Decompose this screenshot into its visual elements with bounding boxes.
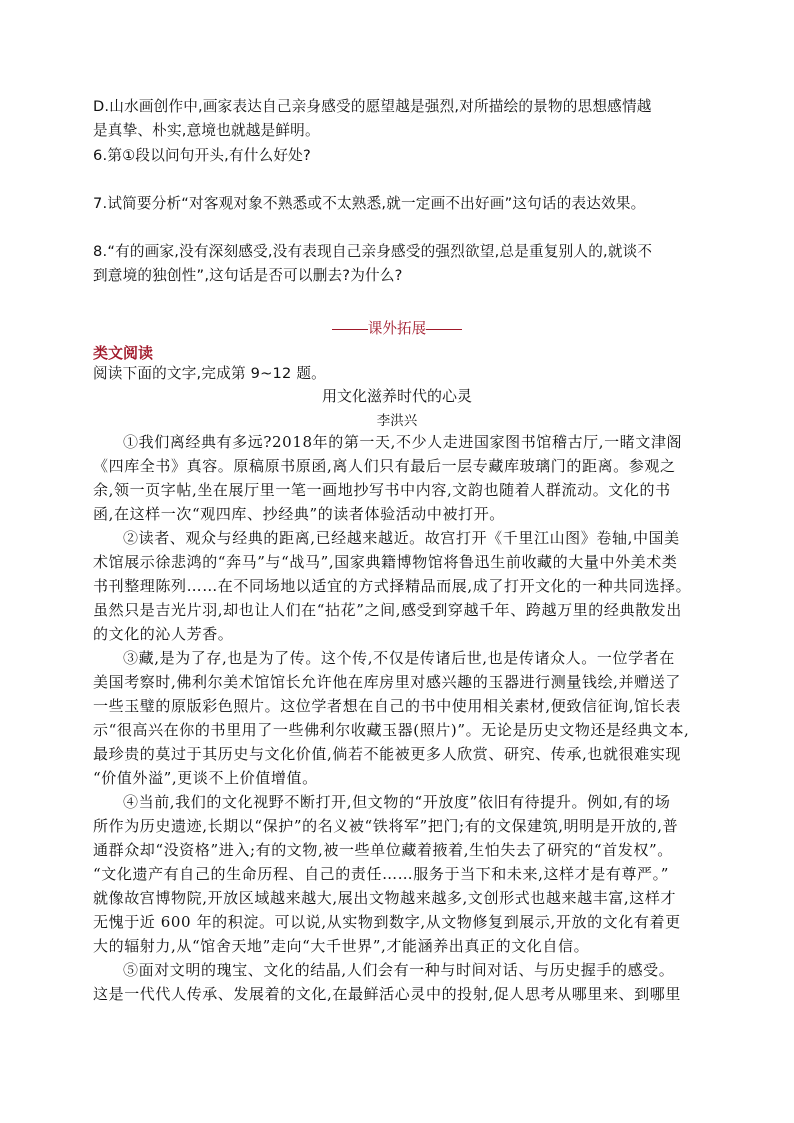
question-8-line-1: 8.“有的画家,没有深刻感受,没有表现自己亲身感受的强烈欲望,总是重复别人的,就谈不 <box>93 243 653 260</box>
article-line: 通群众却“没资格”进入;有的文物,被一些单位藏着掖着,生怕失去了研究的“首发权”。 <box>93 841 673 859</box>
question-8-line-2: 到意境的独创性”,这句话是否可以删去?为什么? <box>93 267 403 284</box>
banner-rule-left <box>332 329 368 330</box>
article-line: “文化遗产有自己的生命历程、自己的责任……服务于当下和未来,这样才是有尊严。” <box>93 865 670 883</box>
option-d-line-2: 是真挚、朴实,意境也就越是鲜明。 <box>93 122 320 139</box>
question-6: 6.第①段以问句开头,有什么好处? <box>93 147 311 164</box>
article-line: 《四库全书》真容。原稿原书原函,离人们只有最后一层专藏库玻璃门的距离。参观之 <box>93 457 676 475</box>
article-line: 无愧于近 600 年的积淀。可以说,从实物到数字,从文物修复到展示,开放的文化有着更 <box>93 913 681 931</box>
article-author: 李洪兴 <box>376 413 418 429</box>
article-line: 一些玉璧的原版彩色照片。这位学者想在自己的书中使用相关素材,便致信征询,馆长表 <box>93 697 681 715</box>
article-line: ②读者、观众与经典的距离,已经越来越近。故宫打开《千里江山图》卷轴,中国美 <box>123 529 680 547</box>
section-banner-text: 课外拓展 <box>367 320 427 337</box>
article-line: “价值外溢”,更谈不上价值增值。 <box>93 769 318 787</box>
article-line: 这是一代代人传承、发展着的文化,在最鲜活心灵中的投射,促人思考从哪里来、到哪里 <box>93 985 681 1003</box>
reading-instruction: 阅读下面的文字,完成第 9~12 题。 <box>93 365 326 382</box>
article-line: 书刊整理陈列……在不同场地以适宜的方式择精品而展,成了打开文化的一种共同选择。 <box>93 577 692 595</box>
article-line: ④当前,我们的文化视野不断打开,但文物的“开放度”依旧有待提升。例如,有的场 <box>123 793 671 811</box>
article-line: 所作为历史遗迹,长期以“保护”的名义被“铁将军”把门;有的文保建筑,明明是开放的,普 <box>93 817 679 835</box>
article-line: 示“很高兴在你的书里用了一些佛利尔收藏玉器(照片)”。无论是历史文物还是经典文本, <box>93 721 690 739</box>
article-line: 大的辐射力,从“馆舍天地”走向“大千世界”,才能涵养出真正的文化自信。 <box>93 937 590 955</box>
article-line: ①我们离经典有多远?2018年的第一天,不少人走进国家图书馆稽古厅,一睹文津阁 <box>123 433 683 451</box>
article-line: 美国考察时,佛利尔美术馆馆长允许他在库房里对感兴趣的玉器进行测量钱绘,并赠送了 <box>93 673 681 691</box>
banner-rule-right <box>426 329 462 330</box>
article-line: ③藏,是为了存,也是为了传。这个传,不仅是传诸后世,也是传诸众人。一位学者在 <box>123 649 675 667</box>
article-line: 余,领一页字帖,坐在展厅里一笔一画地抄写书中内容,文韵也随着人群流动。文化的书 <box>93 481 671 499</box>
article-title: 用文化滋养时代的心灵 <box>321 387 472 405</box>
question-7: 7.试简要分析“对客观对象不熟悉或不太熟悉,就一定画不出好画”这句话的表达效果。 <box>93 195 646 212</box>
article-line: 术馆展示徐悲鸿的“奔马”与“战马”,国家典籍博物馆将鲁迅生前收藏的大量中外美术类 <box>93 553 678 571</box>
article-line: 虽然只是吉光片羽,却也让人们在“拈花”之间,感受到穿越千年、跨越万里的经典散发出 <box>93 601 682 619</box>
section-heading: 类文阅读 <box>93 344 154 362</box>
article-line: ⑤面对文明的瑰宝、文化的结晶,人们会有一种与时间对话、与历史握手的感受。 <box>123 961 675 979</box>
section-banner <box>0 317 794 338</box>
article-line: 函,在这样一次“观四库、抄经典”的读者体验活动中被打开。 <box>93 505 505 523</box>
option-d-line-1: D.山水画创作中,画家表达自己亲身感受的愿望越是强烈,对所描绘的景物的思想感情越 <box>93 98 652 115</box>
article-line: 的文化的沁人芳香。 <box>93 625 234 643</box>
article-line: 最珍贵的莫过于其历史与文化价值,倘若不能被更多人欣赏、研究、传承,也就很难实现 <box>93 745 681 763</box>
article-line: 就像故宫博物院,开放区域越来越大,展出文物越来越多,文创形式也越来越丰富,这样才 <box>93 889 677 907</box>
